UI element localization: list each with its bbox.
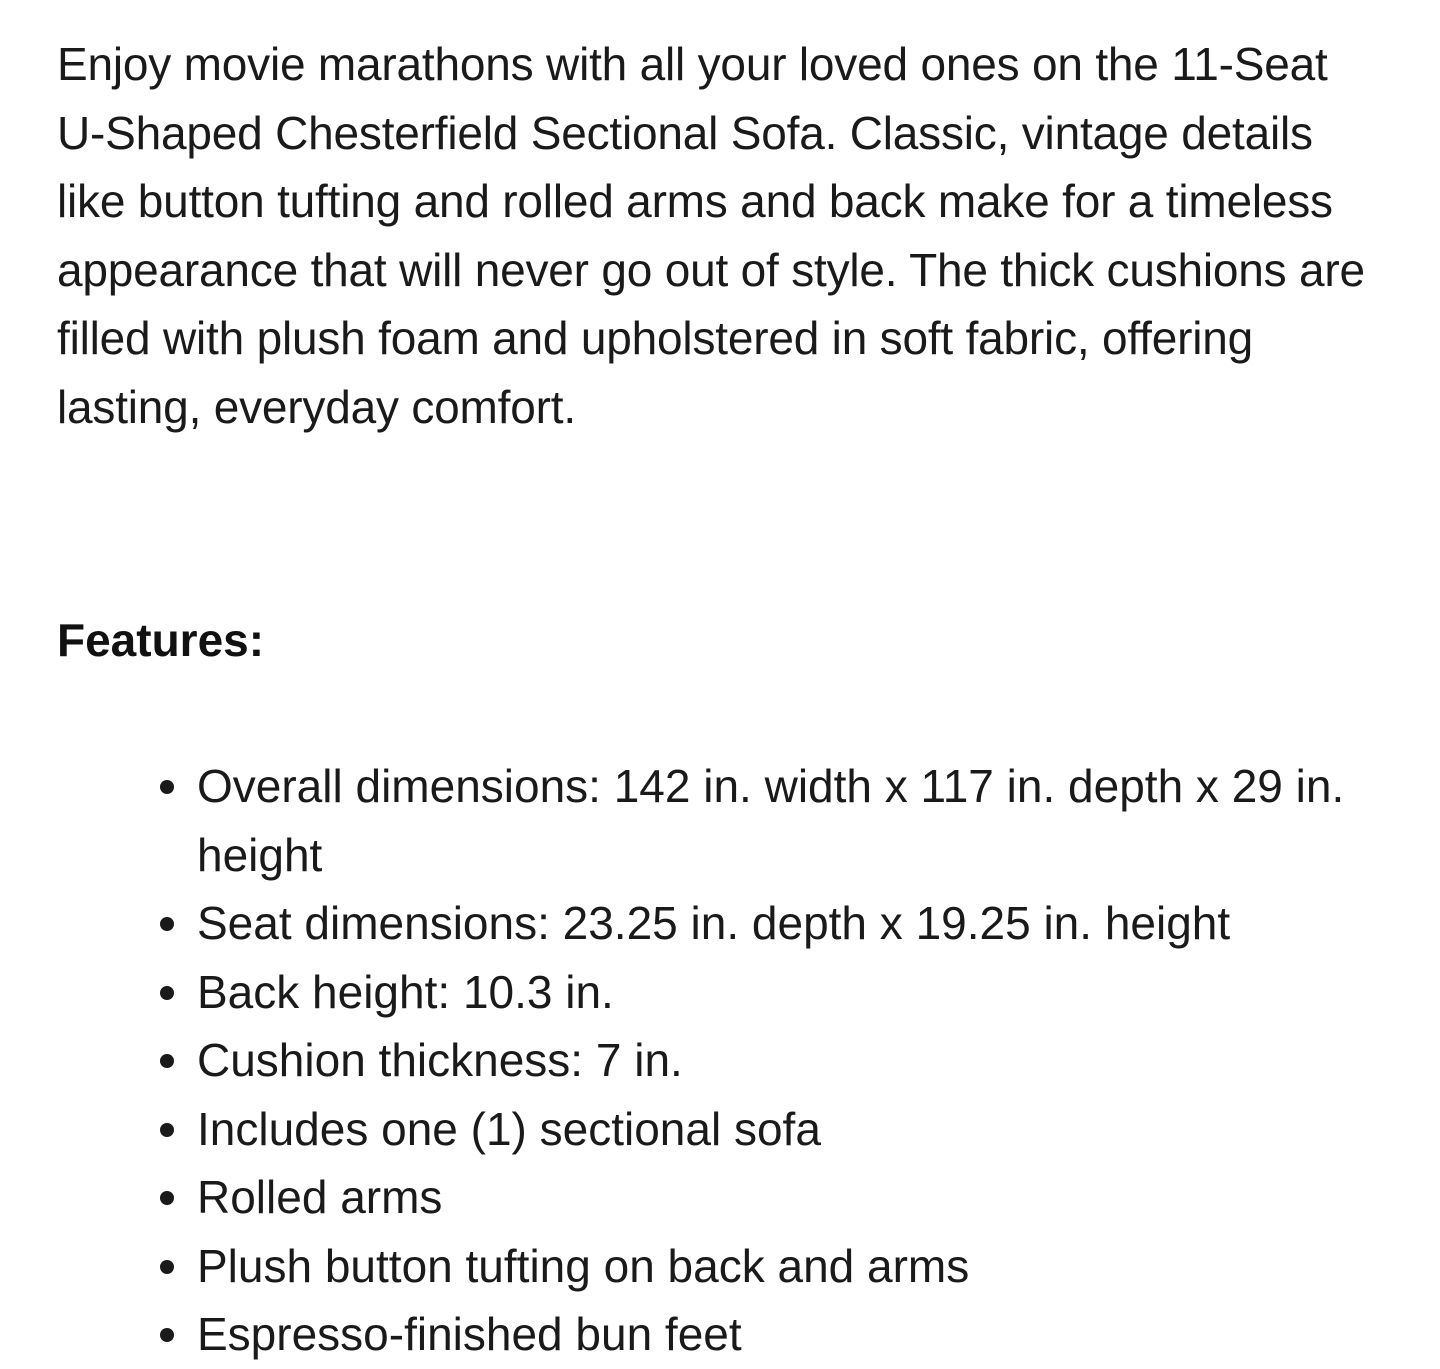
feature-text: Overall dimensions: 142 in. width x 117 in. depth x 29 in. height [197, 760, 1345, 881]
features-heading: Features: [57, 614, 265, 666]
feature-text: Includes one (1) sectional sofa [197, 1102, 821, 1155]
bullet-icon [160, 1123, 174, 1137]
feature-text: Rolled arms [197, 1171, 443, 1223]
bullet-icon [160, 1054, 174, 1068]
bullet-icon [160, 1260, 174, 1274]
bullet-icon [160, 780, 174, 794]
feature-item [57, 1026, 1387, 1095]
bullet-icon [160, 986, 174, 1000]
feature-text: Espresso-finished bun feet [197, 1308, 742, 1360]
feature-text: Back height: 10.3 in. [197, 965, 614, 1018]
product-details [57, 30, 1387, 1360]
feature-item [57, 1163, 1387, 1232]
feature-item [57, 958, 1387, 1027]
features-list [57, 752, 1387, 1369]
feature-item [57, 1300, 1387, 1369]
feature-item [57, 1232, 1387, 1301]
feature-item [57, 889, 1387, 958]
bullet-icon [160, 1328, 174, 1342]
feature-text: Plush button tufting on back and arms [197, 1239, 970, 1292]
product-description: Enjoy movie marathons with all your loved ones on the 11-Seat U-Shaped Chesterfield Sectional Sofa. Classic, vintage details like button tufting and rolled arms and back make for a timeless appearance that will never go out of style. The thick cushions are filled with plush foam and upholstered in soft fabric, offering lasting, everyday comfort. [57, 38, 1365, 433]
feature-text: Seat dimensions: 23.25 in. depth x 19.25 in. height [197, 897, 1231, 949]
bullet-icon [160, 917, 174, 931]
bullet-icon [160, 1191, 174, 1205]
feature-text: Cushion thickness: 7 in. [197, 1034, 683, 1086]
feature-item [57, 1095, 1387, 1164]
feature-item [57, 752, 1387, 889]
